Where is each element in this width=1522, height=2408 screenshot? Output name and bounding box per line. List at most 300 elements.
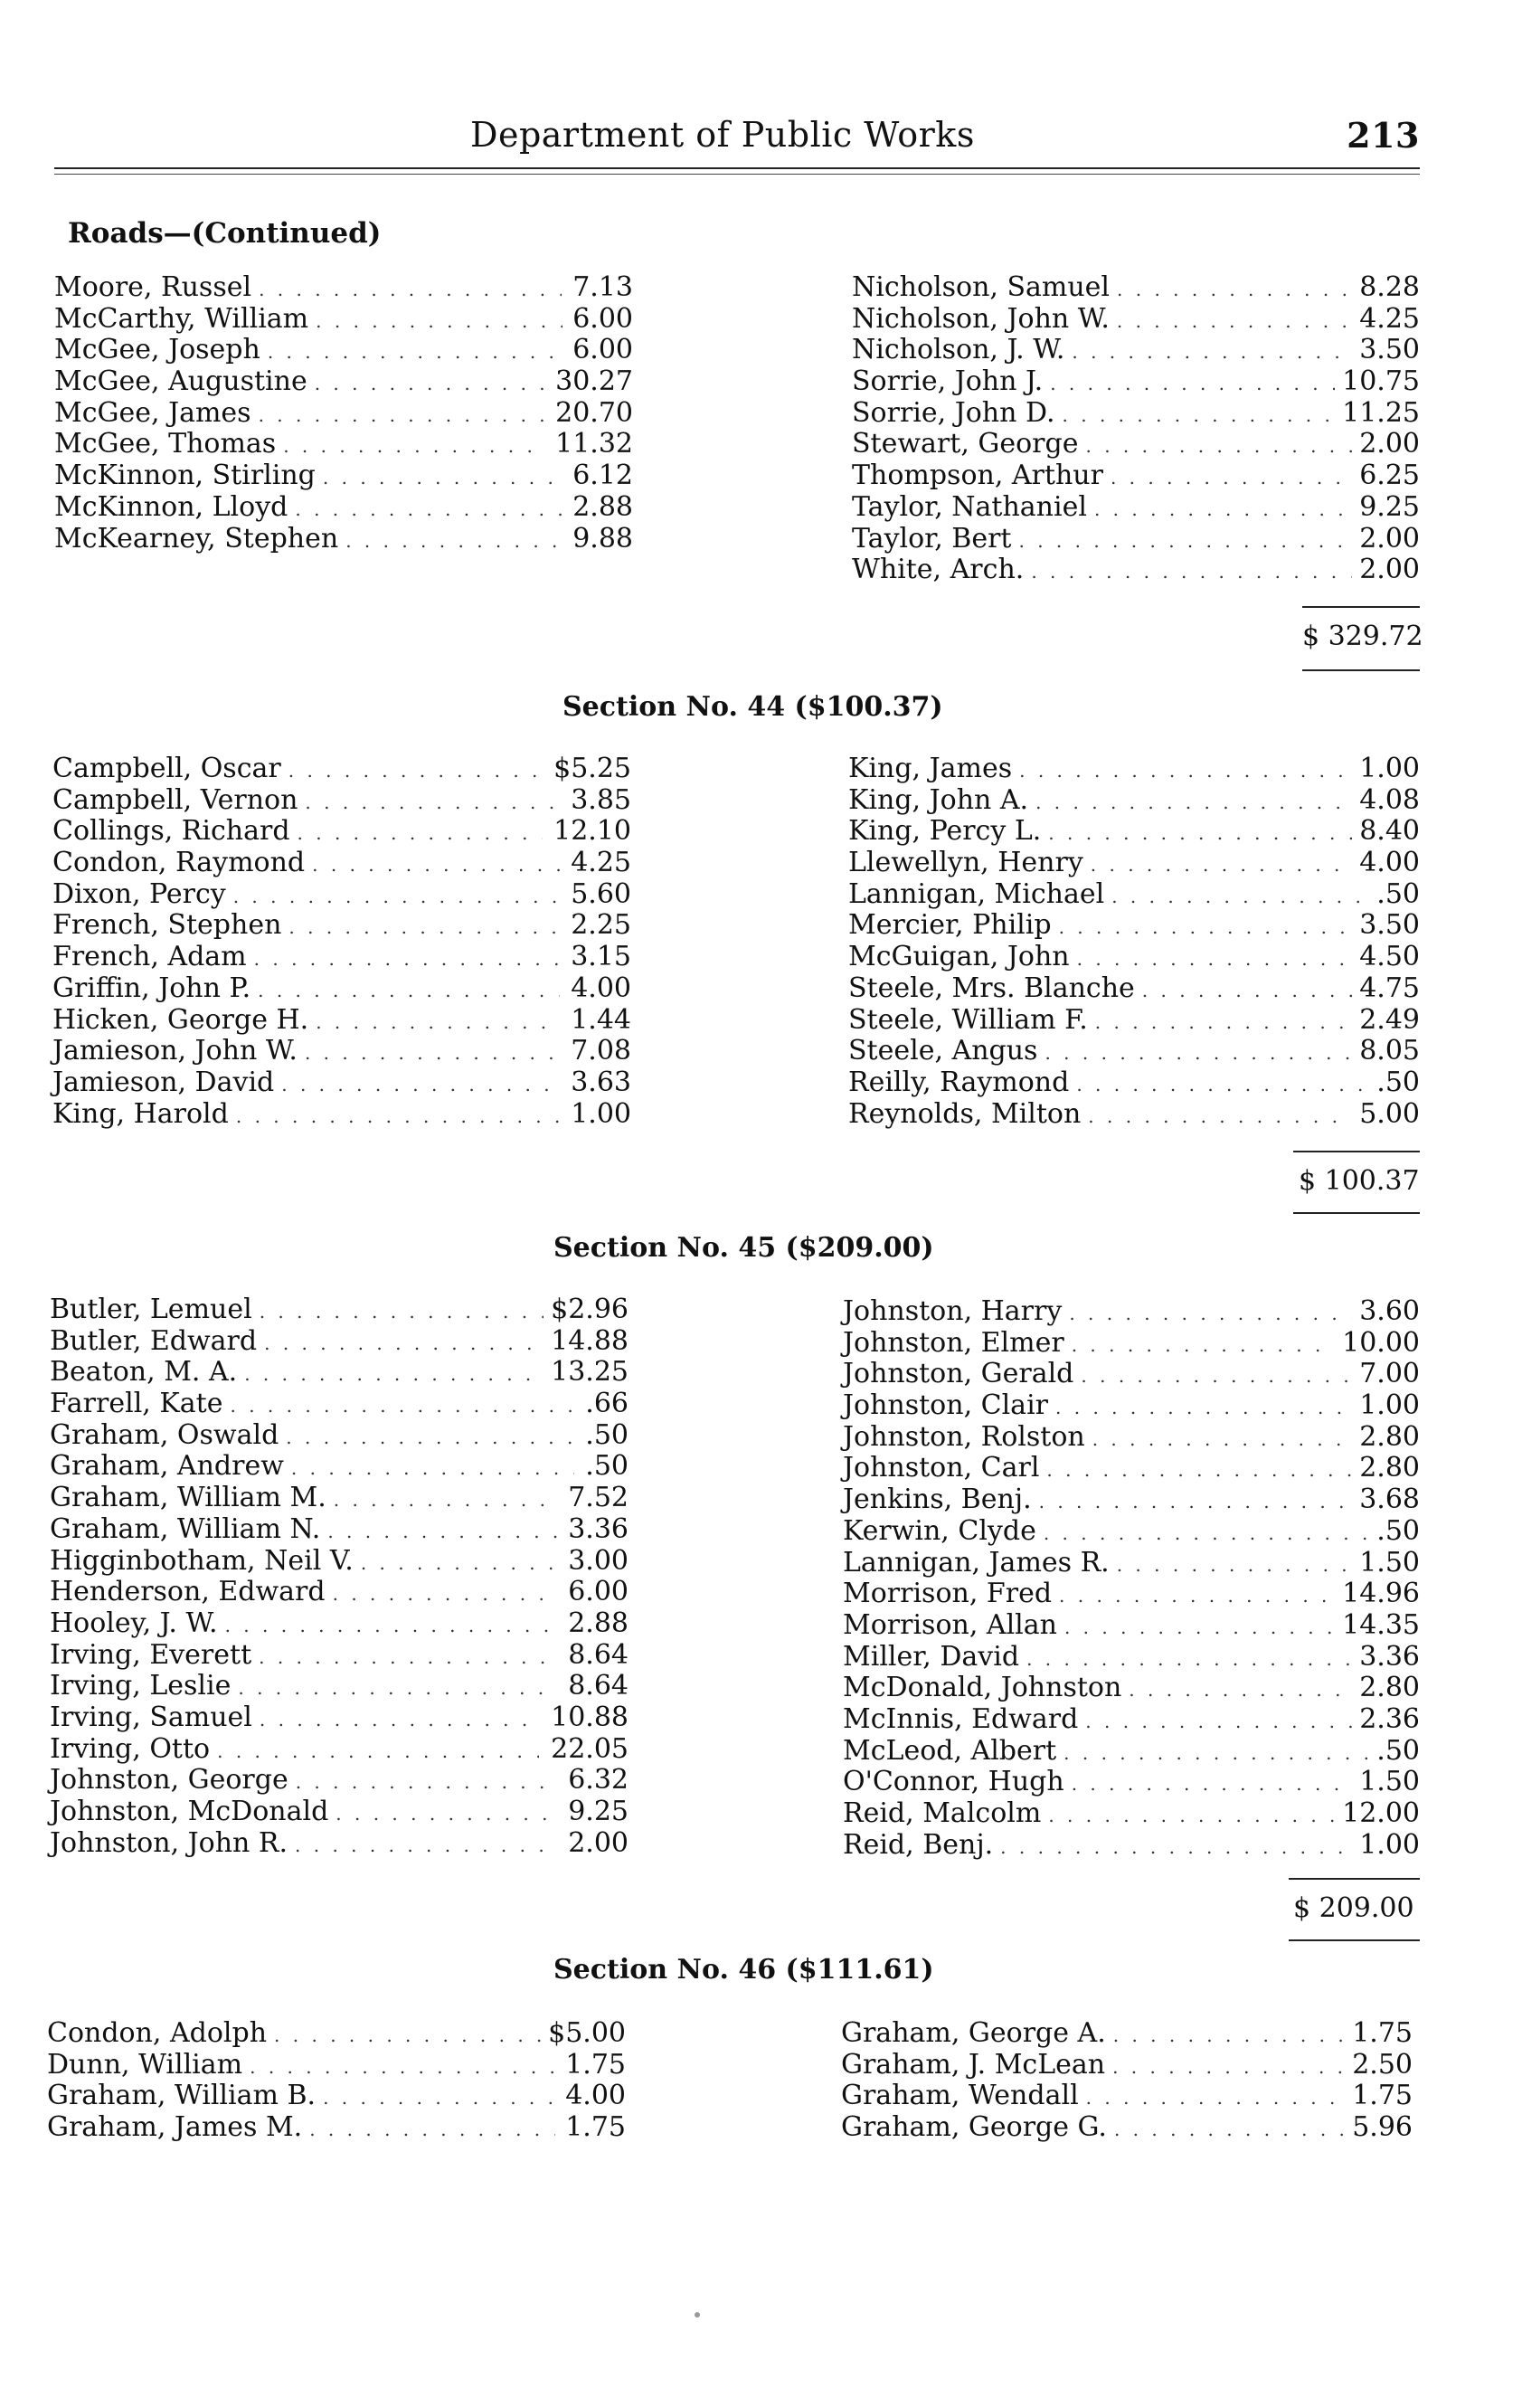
payee-name: O'Connor, Hugh xyxy=(843,1766,1064,1798)
payment-amount: 4.00 xyxy=(571,972,631,1004)
payee-name: King, John A. xyxy=(848,783,1029,816)
payee-name: Reilly, Raymond xyxy=(848,1066,1070,1098)
payee-name: Campbell, Vernon xyxy=(52,783,298,816)
table-row xyxy=(50,1639,629,1671)
payee-name: Nicholson, J. W. xyxy=(852,334,1065,366)
payment-amount: 9.25 xyxy=(1359,490,1420,523)
payment-amount: 6.25 xyxy=(1359,460,1420,492)
dot-leader xyxy=(309,2119,554,2140)
table-row xyxy=(841,2017,1413,2049)
dot-leader xyxy=(1035,792,1352,813)
dot-leader xyxy=(1072,1773,1353,1795)
table-row xyxy=(52,972,631,1004)
payment-amount: 5.25 xyxy=(571,753,631,784)
payee-name: King, James xyxy=(848,753,1013,784)
table-row xyxy=(50,1545,629,1577)
dot-leader xyxy=(283,435,544,457)
table-row xyxy=(52,753,631,784)
payee-name: Irving, Leslie xyxy=(50,1670,232,1702)
payee-name: Steele, William F. xyxy=(848,1003,1088,1036)
table-row xyxy=(841,2111,1413,2143)
payee-name: Steele, Mrs. Blanche xyxy=(848,972,1135,1004)
payee-name: Graham, Andrew xyxy=(50,1450,284,1483)
table-row xyxy=(54,303,633,335)
dot-leader xyxy=(225,1615,557,1636)
payee-name: Graham, Wendall xyxy=(841,2080,1079,2112)
dot-leader xyxy=(259,1646,557,1668)
payee-name: McCarthy, William xyxy=(54,302,309,335)
dot-leader xyxy=(1142,980,1352,1001)
payee-name: Mercier, Philip xyxy=(848,909,1052,942)
payee-name: Moore, Russel xyxy=(54,271,252,303)
payment-amount: 2.00 xyxy=(568,1826,629,1859)
dot-leader xyxy=(236,1105,560,1127)
dot-leader xyxy=(1048,1805,1335,1826)
payment-amount: 1.50 xyxy=(1359,1546,1420,1578)
payee-name: Reid, Malcolm xyxy=(843,1797,1042,1829)
table-row xyxy=(843,1609,1420,1641)
payee-name: White, Arch. xyxy=(852,554,1025,586)
dot-leader xyxy=(288,916,560,938)
dot-leader xyxy=(1092,1428,1352,1450)
payment-amount: 5.60 xyxy=(571,877,631,910)
payment-amount: 14.96 xyxy=(1342,1578,1420,1610)
table-row xyxy=(852,397,1420,429)
payment-amount: 1.50 xyxy=(1359,1766,1420,1798)
payment-amount: 6.00 xyxy=(572,302,633,335)
payment-amount: 2.88 xyxy=(572,490,633,523)
payment-amount: 3.68 xyxy=(1359,1484,1420,1516)
payee-name: King, Percy L. xyxy=(848,815,1042,848)
table-row xyxy=(852,271,1420,303)
payee-name: McKinnon, Lloyd xyxy=(54,490,288,523)
table-row xyxy=(848,941,1420,972)
payee-name: Johnston, Carl xyxy=(843,1452,1040,1484)
table-row xyxy=(843,1327,1420,1359)
dot-leader xyxy=(323,467,562,488)
dot-leader xyxy=(291,1457,574,1479)
payment-amount: 3.50 xyxy=(1359,909,1420,942)
dot-leader xyxy=(1085,1711,1352,1732)
dot-leader xyxy=(1117,310,1352,332)
table-row xyxy=(50,1670,629,1702)
payment-amount: 2.00 xyxy=(1359,554,1420,586)
block-2-left-column xyxy=(50,1294,629,1858)
payee-name: Griffin, John P. xyxy=(52,972,251,1004)
table-row xyxy=(47,2111,626,2143)
dot-leader xyxy=(1064,1616,1335,1638)
table-row xyxy=(47,2049,626,2081)
block-0-total-underline xyxy=(1302,669,1420,671)
table-row xyxy=(852,365,1420,397)
payee-name: Nicholson, John W. xyxy=(852,302,1110,335)
dot-leader xyxy=(305,1042,560,1064)
table-row xyxy=(843,1578,1420,1609)
dot-leader xyxy=(258,980,560,1001)
payment-amount: 3.50 xyxy=(1359,334,1420,366)
payee-name: Nicholson, Samuel xyxy=(852,271,1111,303)
table-row xyxy=(52,941,631,972)
payment-amount: 3.36 xyxy=(568,1512,629,1545)
table-row xyxy=(848,1098,1420,1130)
dot-leader xyxy=(230,1395,573,1417)
payment-amount: 3.15 xyxy=(571,941,631,973)
payment-amount: 5.96 xyxy=(1352,2111,1413,2144)
table-row xyxy=(52,878,631,910)
payment-amount: 1.75 xyxy=(1352,2017,1413,2049)
payee-name: Irving, Samuel xyxy=(50,1701,252,1733)
table-row xyxy=(841,2080,1413,2111)
payment-amount: 6.00 xyxy=(568,1576,629,1608)
dot-leader xyxy=(259,279,562,300)
dot-leader xyxy=(323,2087,555,2109)
payment-amount: 4.00 xyxy=(1359,847,1420,879)
payment-amount: 20.70 xyxy=(555,396,633,429)
payee-name: Johnston, Gerald xyxy=(843,1358,1074,1390)
payee-name: McGee, Augustine xyxy=(54,365,307,398)
table-row xyxy=(852,554,1420,585)
block-2-total-rule xyxy=(1289,1878,1420,1880)
block-1-right-column xyxy=(848,753,1420,1129)
payment-amount: 1.00 xyxy=(1359,1828,1420,1861)
payment-amount: .50 xyxy=(585,1450,629,1483)
dot-leader xyxy=(233,886,560,907)
payee-name: Reid, Benj. xyxy=(843,1828,994,1861)
table-row xyxy=(54,271,633,303)
payment-amount: .50 xyxy=(1376,1514,1420,1547)
block-0-right-column xyxy=(852,271,1420,585)
dot-leader xyxy=(1111,467,1352,488)
dot-leader xyxy=(1112,2056,1345,2078)
table-row xyxy=(52,815,631,847)
payment-amount: 2.00 xyxy=(1359,522,1420,555)
dot-leader xyxy=(1044,1522,1369,1544)
dot-leader xyxy=(286,1427,574,1448)
payment-amount: 4.08 xyxy=(1359,783,1420,816)
payment-amount: 8.64 xyxy=(568,1638,629,1671)
dot-leader xyxy=(1076,1074,1369,1095)
payment-amount: 4.75 xyxy=(1359,972,1420,1004)
payee-name: Higginbotham, Neil V. xyxy=(50,1544,354,1577)
dot-leader xyxy=(1086,2087,1346,2109)
payee-name: Lannigan, James R. xyxy=(843,1546,1110,1578)
payee-name: McDonald, Johnston xyxy=(843,1672,1122,1704)
dot-leader xyxy=(1059,916,1353,938)
payment-amount: 11.25 xyxy=(1342,396,1420,429)
payee-name: Taylor, Nathaniel xyxy=(852,490,1087,523)
dot-leader xyxy=(316,310,562,332)
payee-name: Reynolds, Milton xyxy=(848,1097,1082,1130)
payee-name: Dunn, William xyxy=(47,2048,243,2081)
payment-amount: 5.00 xyxy=(565,2017,626,2049)
payee-name: Thompson, Arthur xyxy=(852,460,1103,492)
payee-name: Johnston, George xyxy=(50,1764,288,1797)
table-row xyxy=(50,1733,629,1765)
payee-name: Graham, James M. xyxy=(47,2111,303,2144)
payment-amount: .66 xyxy=(585,1388,629,1420)
dot-leader xyxy=(1059,1585,1335,1607)
dot-leader xyxy=(1091,854,1352,876)
payment-amount: 10.00 xyxy=(1342,1326,1420,1359)
payee-name: Morrison, Allan xyxy=(843,1608,1057,1641)
dot-leader xyxy=(1000,1836,1352,1858)
dot-leader xyxy=(1018,530,1352,552)
payment-amount: 3.85 xyxy=(571,783,631,816)
payee-name: Beaton, M. A. xyxy=(50,1356,238,1389)
payee-name: Johnston, John R. xyxy=(50,1826,288,1859)
dot-leader xyxy=(1055,1397,1352,1418)
dot-leader xyxy=(1077,948,1353,970)
payment-amount: 1.00 xyxy=(1359,1389,1420,1422)
table-row xyxy=(843,1547,1420,1578)
payment-amount: 9.88 xyxy=(572,522,633,555)
dot-leader xyxy=(295,1834,557,1856)
table-row xyxy=(54,334,633,365)
table-row xyxy=(848,909,1420,941)
dot-leader xyxy=(1117,279,1352,300)
table-row xyxy=(50,1702,629,1733)
table-row xyxy=(50,1796,629,1827)
payee-name: Irving, Everett xyxy=(50,1638,252,1671)
block-0-total-rule xyxy=(1302,606,1420,608)
payment-amount: 11.32 xyxy=(555,428,633,460)
payee-name: Stewart, George xyxy=(852,428,1079,460)
table-row xyxy=(843,1735,1420,1767)
table-row xyxy=(50,1356,629,1388)
payee-name: Graham, William N. xyxy=(50,1512,321,1545)
block-0-total: $ 329.72 xyxy=(1302,621,1423,652)
section-45-title: Section No. 45 ($209.00) xyxy=(553,1232,934,1264)
dot-leader xyxy=(1045,1042,1352,1064)
payee-name: Johnston, Elmer xyxy=(843,1326,1064,1359)
payment-amount: 1.44 xyxy=(571,1003,631,1036)
dot-leader xyxy=(298,822,544,844)
table-row xyxy=(50,1764,629,1796)
payment-amount: 10.88 xyxy=(551,1701,629,1733)
dot-leader xyxy=(1117,1554,1353,1576)
payment-amount: 14.35 xyxy=(1342,1608,1420,1641)
payee-name: Graham, George G. xyxy=(841,2111,1107,2144)
dot-leader xyxy=(1129,1679,1352,1701)
dot-leader xyxy=(260,1709,540,1730)
payment-amount: 2.25 xyxy=(571,909,631,942)
payment-amount: 2.50 xyxy=(1352,2048,1413,2081)
payment-amount: 7.08 xyxy=(571,1035,631,1067)
dot-leader xyxy=(316,1011,560,1033)
payee-name: Johnston, Rolston xyxy=(843,1420,1085,1453)
payee-name: McGuigan, John xyxy=(848,941,1070,973)
section-44-title: Section No. 44 ($100.37) xyxy=(562,691,943,723)
payment-amount: 2.80 xyxy=(1359,1420,1420,1453)
dot-leader xyxy=(1072,1334,1335,1356)
block-0-left-column xyxy=(54,271,633,554)
table-row xyxy=(52,1098,631,1130)
dot-leader xyxy=(1114,2119,1345,2140)
payee-name: Dixon, Percy xyxy=(52,877,226,910)
payee-name: Collings, Richard xyxy=(52,815,290,848)
payee-name: McLeod, Albert xyxy=(843,1734,1057,1767)
payment-amount: 6.00 xyxy=(572,334,633,366)
payee-name: Johnston, McDonald xyxy=(50,1796,329,1827)
payee-name: Jamieson, David xyxy=(52,1066,275,1098)
payee-name: Steele, Angus xyxy=(848,1035,1038,1067)
payment-amount: 6.32 xyxy=(568,1764,629,1797)
payee-name: French, Stephen xyxy=(52,909,282,942)
payment-amount: 4.00 xyxy=(565,2080,626,2112)
table-row xyxy=(52,1035,631,1067)
payment-amount: .50 xyxy=(1376,877,1420,910)
dot-leader xyxy=(1064,1742,1369,1764)
payee-name: Irving, Otto xyxy=(50,1732,211,1765)
section-46-title: Section No. 46 ($111.61) xyxy=(553,1954,934,1986)
payment-amount: 8.40 xyxy=(1359,815,1420,848)
dot-leader xyxy=(336,1803,558,1825)
dot-leader xyxy=(1095,1011,1352,1033)
dot-leader xyxy=(315,373,545,394)
payment-amount: 12.10 xyxy=(553,815,631,848)
dot-leader xyxy=(1072,341,1352,363)
payment-amount: 9.25 xyxy=(568,1796,629,1827)
payee-name: Graham, J. McLean xyxy=(841,2048,1106,2081)
dot-leader xyxy=(1048,822,1352,844)
block-3-right-column xyxy=(841,2017,1413,2143)
dot-leader xyxy=(1031,561,1352,583)
dot-leader xyxy=(264,1332,540,1354)
payment-amount: 8.64 xyxy=(568,1670,629,1702)
table-row xyxy=(848,753,1420,784)
table-row xyxy=(841,2049,1413,2081)
table-row xyxy=(843,1641,1420,1673)
dot-leader xyxy=(295,498,562,520)
table-row xyxy=(848,847,1420,878)
table-row xyxy=(50,1450,629,1482)
table-row xyxy=(50,1325,629,1357)
payment-amount: 22.05 xyxy=(551,1732,629,1765)
dot-leader xyxy=(1085,435,1352,457)
dot-leader xyxy=(305,792,560,813)
table-row xyxy=(50,1827,629,1859)
payee-name: Campbell, Oscar xyxy=(52,753,281,784)
payee-name: Johnston, Harry xyxy=(843,1295,1063,1327)
block-3-left-column xyxy=(47,2017,626,2143)
table-row xyxy=(843,1452,1420,1484)
payee-name: Jenkins, Benj. xyxy=(843,1484,1032,1516)
payment-amount: 3.36 xyxy=(1359,1640,1420,1673)
dot-leader xyxy=(250,2056,554,2078)
payment-amount: 30.27 xyxy=(555,365,633,398)
payment-amount: 2.80 xyxy=(1359,1672,1420,1704)
dot-leader xyxy=(345,530,562,552)
dollar-sign: $ xyxy=(553,753,572,784)
payee-name: McKinnon, Stirling xyxy=(54,460,316,492)
payee-name: King, Harold xyxy=(52,1097,229,1130)
dot-leader xyxy=(1039,1491,1353,1512)
table-row xyxy=(848,878,1420,910)
payment-amount: 7.00 xyxy=(1359,1358,1420,1390)
payee-name: Sorrie, John D. xyxy=(852,396,1055,429)
block-2-total: $ 209.00 xyxy=(1293,1892,1414,1924)
dot-leader xyxy=(1069,1303,1352,1324)
payee-name: Morrison, Fred xyxy=(843,1578,1053,1610)
payee-name: Butler, Lemuel xyxy=(50,1294,252,1325)
payee-name: Kerwin, Clyde xyxy=(843,1514,1036,1547)
dot-leader xyxy=(1019,760,1352,782)
payment-amount: 1.75 xyxy=(565,2048,626,2081)
dot-leader xyxy=(1026,1648,1352,1670)
payee-name: Hooley, J. W. xyxy=(50,1607,218,1639)
payment-amount: 2.36 xyxy=(1359,1702,1420,1735)
table-row xyxy=(852,428,1420,460)
dot-leader xyxy=(1094,498,1352,520)
payee-name: Butler, Edward xyxy=(50,1324,258,1357)
block-1-total: $ 100.37 xyxy=(1299,1165,1420,1197)
dollar-sign: $ xyxy=(551,1294,569,1325)
table-row xyxy=(52,1067,631,1098)
payee-name: McGee, Thomas xyxy=(54,428,277,460)
payment-amount: 13.25 xyxy=(551,1356,629,1389)
payment-amount: 2.49 xyxy=(1359,1003,1420,1036)
dot-leader xyxy=(217,1740,539,1762)
payment-amount: 1.75 xyxy=(565,2111,626,2144)
dot-leader xyxy=(254,948,560,970)
table-row xyxy=(843,1295,1420,1327)
payee-name: Condon, Raymond xyxy=(52,847,306,879)
table-row xyxy=(54,365,633,397)
table-row xyxy=(852,460,1420,491)
table-row xyxy=(50,1576,629,1607)
dot-leader xyxy=(288,760,546,782)
payment-amount: 10.75 xyxy=(1342,365,1420,398)
dot-leader xyxy=(334,1489,558,1511)
table-row xyxy=(852,303,1420,335)
dollar-sign: $ xyxy=(548,2017,566,2049)
table-row xyxy=(848,1004,1420,1036)
dot-leader xyxy=(1046,1459,1352,1481)
payment-amount: 6.12 xyxy=(572,460,633,492)
payee-name: McGee, James xyxy=(54,396,251,429)
table-row xyxy=(852,523,1420,555)
table-row xyxy=(47,2017,626,2049)
continued-heading: Roads—(Continued) xyxy=(68,217,382,250)
table-row xyxy=(848,1067,1420,1098)
payment-amount: 1.75 xyxy=(1352,2080,1413,2112)
payment-amount: 4.50 xyxy=(1359,941,1420,973)
payee-name: McInnis, Edward xyxy=(843,1702,1079,1735)
table-row xyxy=(52,847,631,878)
payment-amount: 4.25 xyxy=(571,847,631,879)
payee-name: McGee, Joseph xyxy=(54,334,260,366)
page-title: Department of Public Works xyxy=(470,115,975,155)
print-speck xyxy=(695,2312,700,2318)
payment-amount: 2.96 xyxy=(568,1294,629,1325)
table-row xyxy=(843,1515,1420,1547)
payee-name: Graham, George A. xyxy=(841,2017,1106,2049)
payment-amount: .50 xyxy=(585,1418,629,1451)
table-row xyxy=(54,523,633,555)
table-row xyxy=(50,1388,629,1419)
payee-name: Graham, Oswald xyxy=(50,1418,279,1451)
block-2-right-column xyxy=(843,1295,1420,1860)
dot-leader xyxy=(268,341,562,363)
payment-amount: 1.00 xyxy=(1359,753,1420,784)
table-row xyxy=(50,1513,629,1545)
table-row xyxy=(843,1829,1420,1861)
block-1-left-column xyxy=(52,753,631,1129)
block-2-total-underline xyxy=(1289,1939,1420,1941)
table-row xyxy=(47,2080,626,2111)
payment-amount: .50 xyxy=(1376,1734,1420,1767)
payee-name: Graham, William B. xyxy=(47,2080,317,2112)
